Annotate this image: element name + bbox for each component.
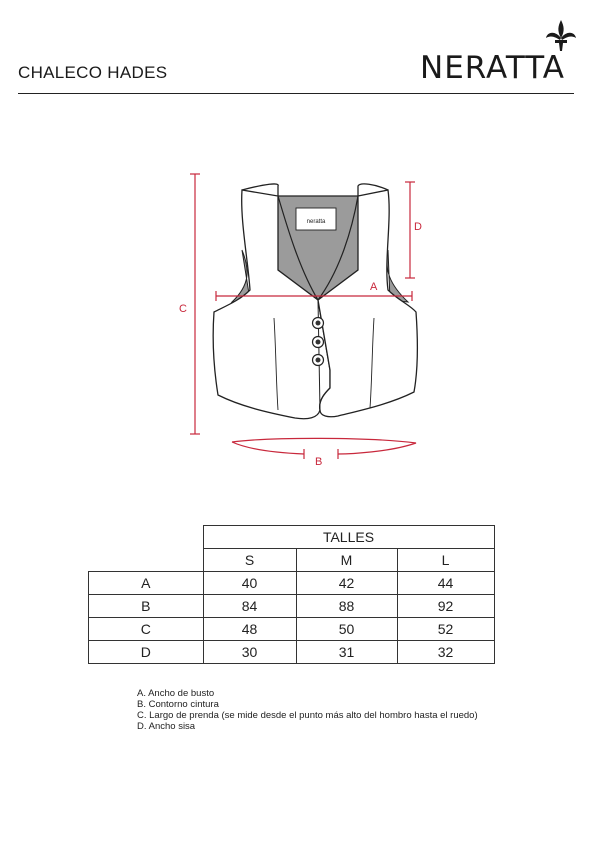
button-icon — [313, 355, 324, 366]
size-col-m: M — [296, 549, 397, 572]
size-table — [88, 525, 495, 664]
measure-c-label: C — [179, 303, 187, 315]
size-table-header: TALLES — [203, 526, 494, 549]
legend-item: A. Ancho de busto — [137, 688, 215, 699]
button-icon — [313, 318, 324, 329]
table-cell: 88 — [296, 595, 397, 618]
measure-d-label: D — [414, 221, 422, 233]
table-cell: 50 — [296, 618, 397, 641]
measurement-legend — [137, 688, 478, 732]
table-cell: 84 — [203, 595, 296, 618]
row-label: C — [89, 618, 204, 641]
size-col-s: S — [203, 549, 296, 572]
table-row — [89, 618, 495, 641]
legend-item: C. Largo de prenda (se mide desde el punto más alto del hombro hasta el ruedo) — [137, 710, 478, 721]
table-cell: 40 — [203, 572, 296, 595]
table-row — [89, 641, 495, 664]
size-col-l: L — [397, 549, 494, 572]
table-cell: 31 — [296, 641, 397, 664]
table-cell: 92 — [397, 595, 494, 618]
header-divider — [18, 93, 574, 94]
brand-logo-text: NERATTA — [420, 50, 565, 86]
measure-b-curve — [232, 438, 416, 454]
button-icon — [313, 337, 324, 348]
row-label: B — [89, 595, 204, 618]
measure-c-line — [190, 174, 200, 434]
tag-text: neratta — [306, 219, 326, 225]
table-cell: 32 — [397, 641, 494, 664]
table-cell: 30 — [203, 641, 296, 664]
vest-diagram — [170, 160, 430, 470]
row-label: D — [89, 641, 204, 664]
table-row — [89, 595, 495, 618]
measure-a-label: A — [370, 281, 378, 293]
product-title: CHALECO HADES — [18, 63, 168, 82]
fleur-de-lis-logo-icon — [543, 18, 579, 54]
row-label: A — [89, 572, 204, 595]
legend-item: B. Contorno cintura — [137, 699, 219, 710]
table-cell: 48 — [203, 618, 296, 641]
table-row — [89, 572, 495, 595]
table-cell: 42 — [296, 572, 397, 595]
measure-b-label: B — [315, 456, 323, 468]
legend-item: D. Ancho sisa — [137, 721, 196, 732]
table-cell: 44 — [397, 572, 494, 595]
table-cell: 52 — [397, 618, 494, 641]
